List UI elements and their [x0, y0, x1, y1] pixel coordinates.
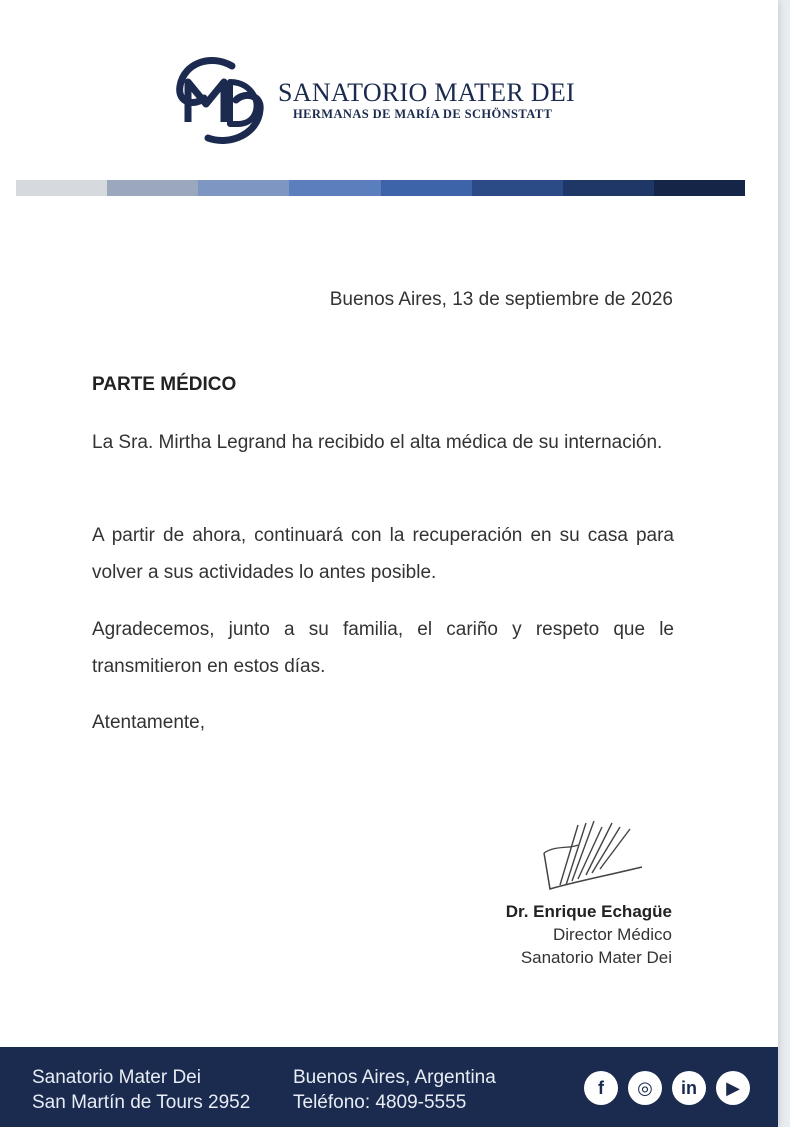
bar-segment-5	[381, 180, 472, 196]
signature-block	[506, 900, 672, 969]
decorative-gradient-bar	[16, 180, 745, 196]
letter-date: Buenos Aires, 13 de septiembre de 2026	[329, 289, 673, 310]
closing-salutation: Atentamente,	[92, 712, 206, 733]
facebook-icon[interactable]: f	[584, 1071, 618, 1105]
paragraph-2: A partir de ahora, continuará con la recuperación en su casa para volver a sus actividades lo antes posible.	[92, 525, 674, 583]
signatory-institution: Sanatorio Mater Dei	[520, 948, 672, 967]
bar-segment-6	[472, 180, 563, 196]
footer-city: Buenos Aires, Argentina	[293, 1067, 496, 1088]
paragraph-1: La Sra. Mirtha Legrand ha recibido el alta médica de su internación.	[92, 432, 663, 453]
signatory-name: Dr. Enrique Echagüe	[505, 902, 672, 921]
social-links	[584, 1071, 750, 1105]
organization-name: SANATORIO MATER DEI	[278, 78, 576, 107]
footer-phone: Teléfono: 4809-5555	[293, 1092, 467, 1113]
bar-segment-2	[107, 180, 198, 196]
bar-segment-8	[654, 180, 745, 196]
organization-subtitle: HERMANAS DE MARÍA DE SCHÖNSTATT	[293, 107, 553, 121]
letterhead	[172, 52, 632, 152]
signatory-role: Director Médico	[552, 925, 672, 944]
footer-address: San Martín de Tours 2952	[32, 1092, 251, 1113]
letter-title: PARTE MÉDICO	[92, 374, 237, 395]
bar-segment-1	[16, 180, 107, 196]
paragraph-3: Agradecemos, junto a su familia, el cariño y respeto que le transmitieron en estos días.	[92, 619, 674, 677]
handwritten-signature	[530, 815, 660, 895]
bar-segment-3	[198, 180, 289, 196]
footer	[0, 1047, 778, 1127]
linkedin-icon[interactable]: in	[672, 1071, 706, 1105]
footer-institution: Sanatorio Mater Dei	[32, 1067, 201, 1088]
bar-segment-7	[563, 180, 654, 196]
bar-segment-4	[289, 180, 380, 196]
instagram-icon[interactable]: ◎	[628, 1071, 662, 1105]
youtube-icon[interactable]: ▶	[716, 1071, 750, 1105]
msd-monogram-logo-icon	[172, 52, 268, 148]
